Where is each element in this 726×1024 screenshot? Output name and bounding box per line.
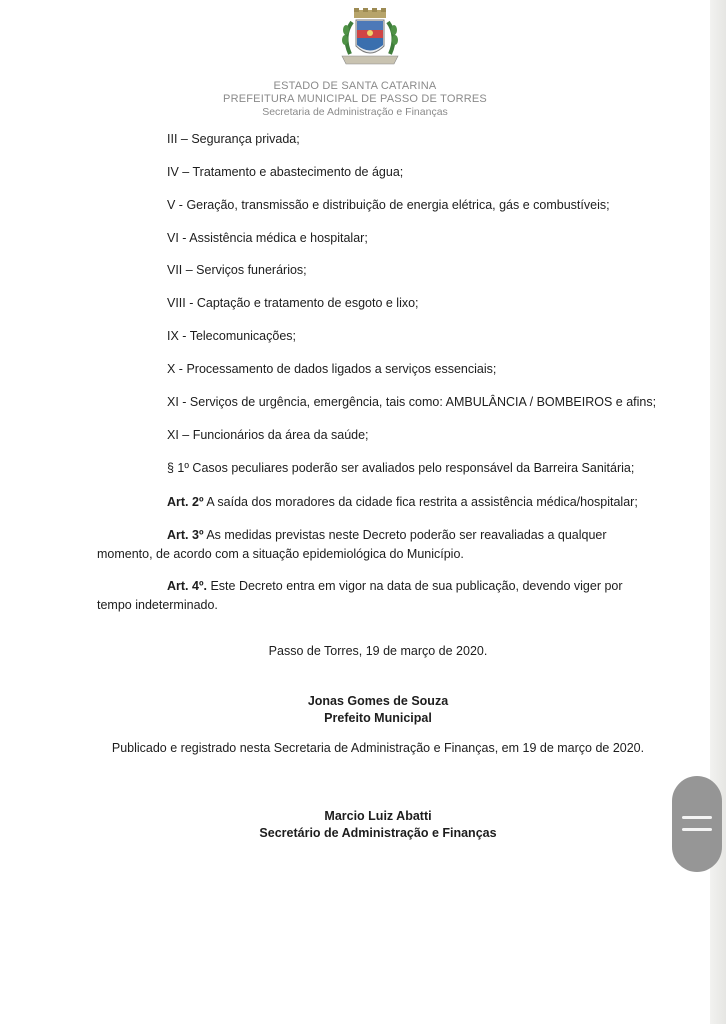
article-3-text-line1: As medidas previstas neste Decreto poderão ser reavaliadas a qualquer bbox=[203, 528, 607, 542]
article-2-text: A saída dos moradores da cidade fica restrita a assistência médica/hospitalar; bbox=[203, 495, 638, 509]
list-item: X - Processamento de dados ligados a serviços essenciais; bbox=[167, 362, 497, 376]
mayor-name: Jonas Gomes de Souza bbox=[307, 694, 449, 708]
publication-note: Publicado e registrado nesta Secretaria de Administração e Finanças, em 19 de março de 2020. bbox=[111, 741, 645, 755]
signature-mayor bbox=[0, 693, 726, 727]
secretary-title: Secretário de Administração e Finanças bbox=[259, 826, 497, 840]
header-state: ESTADO DE SANTA CATARINA bbox=[273, 80, 437, 92]
list-item: VII – Serviços funerários; bbox=[167, 263, 307, 277]
article-4-text-line2: tempo indeterminado. bbox=[97, 598, 218, 612]
list-item: VIII - Captação e tratamento de esgoto e lixo; bbox=[167, 296, 419, 310]
list-item: IV – Tratamento e abastecimento de água; bbox=[167, 165, 404, 179]
menu-button[interactable] bbox=[672, 776, 722, 872]
article-4-text-line1: Este Decreto entra em vigor na data de sua publicação, devendo viger por bbox=[207, 579, 623, 593]
header-municipality: PREFEITURA MUNICIPAL DE PASSO DE TORRES bbox=[223, 93, 487, 105]
list-item: XI – Funcionários da área da saúde; bbox=[167, 428, 369, 442]
article-3-label: Art. 3º bbox=[167, 528, 204, 542]
list-item: V - Geração, transmissão e distribuição de energia elétrica, gás e combustíveis; bbox=[167, 198, 610, 212]
municipal-crest-icon bbox=[330, 8, 410, 68]
article-3-text-line2: momento, de acordo com a situação epidemiológica do Município. bbox=[97, 547, 464, 561]
list-item: XI - Serviços de urgência, emergência, tais como: AMBULÂNCIA / BOMBEIROS e afins; bbox=[167, 395, 657, 409]
page-edge bbox=[710, 0, 726, 1024]
list-item: VI - Assistência médica e hospitalar; bbox=[167, 231, 368, 245]
list-item: III – Segurança privada; bbox=[167, 132, 300, 146]
list-item: IX - Telecomunicações; bbox=[167, 329, 296, 343]
paragraph-1: § 1º Casos peculiares poderão ser avaliados pelo responsável da Barreira Sanitária; bbox=[167, 461, 635, 475]
signature-secretary bbox=[0, 808, 726, 842]
date-place: Passo de Torres, 19 de março de 2020. bbox=[268, 644, 488, 658]
article-4-label: Art. 4º. bbox=[167, 579, 207, 593]
secretary-name: Marcio Luiz Abatti bbox=[324, 809, 432, 823]
header-department: Secretaria de Administração e Finanças bbox=[262, 106, 448, 118]
article-2-label: Art. 2º bbox=[167, 495, 204, 509]
document-header bbox=[0, 80, 710, 119]
article-2 bbox=[167, 493, 638, 512]
article-3 bbox=[97, 526, 655, 564]
mayor-title: Prefeito Municipal bbox=[324, 711, 432, 725]
article-4 bbox=[97, 577, 655, 615]
